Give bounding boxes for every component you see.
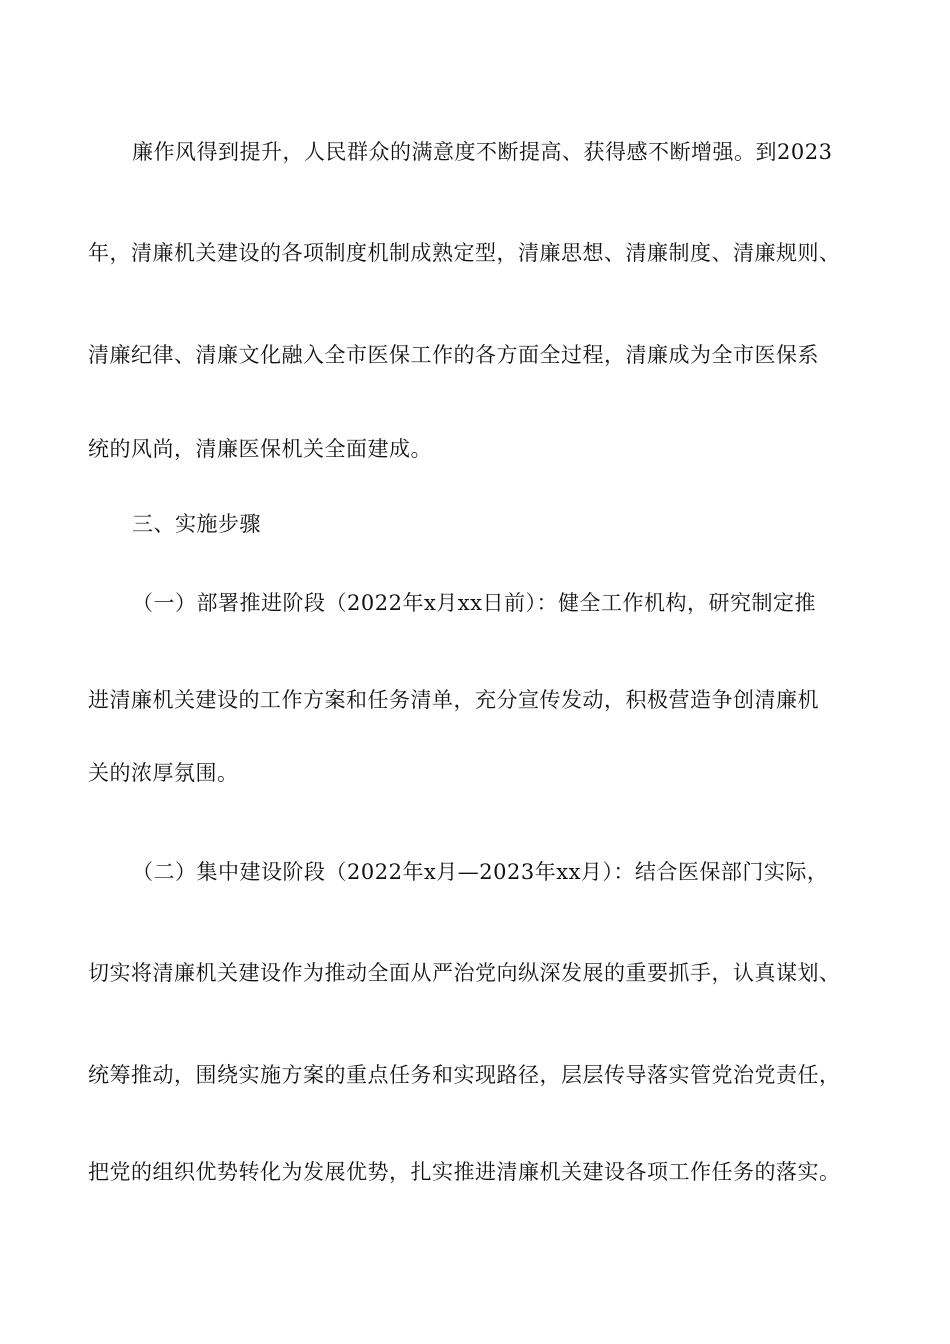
paragraph-line: 进清廉机关建设的工作方案和任务清单，充分宣传发动，积极营造争创清廉机 bbox=[88, 688, 819, 712]
paragraph-line: （二）集中建设阶段（2022年x月—2023年xx月）：结合医保部门实际， bbox=[132, 860, 829, 884]
paragraph-line: 统筹推动，围绕实施方案的重点任务和实现路径，层层传导落实管党治党责任， bbox=[88, 1063, 841, 1087]
paragraph-line: 廉作风得到提升，人民群众的满意度不断提高、获得感不断增强。到2023 bbox=[132, 140, 833, 164]
paragraph-line: 把党的组织优势转化为发展优势，扎实推进清廉机关建设各项工作任务的落实。 bbox=[88, 1160, 841, 1184]
paragraph-line: （一）部署推进阶段（2022年x月xx日前）：健全工作机构，研究制定推 bbox=[132, 591, 816, 615]
paragraph-line: 年，清廉机关建设的各项制度机制成熟定型，清廉思想、清廉制度、清廉规则、 bbox=[88, 241, 841, 265]
paragraph-line: 关的浓厚氛围。 bbox=[88, 761, 239, 785]
section-heading: 三、实施步骤 bbox=[132, 512, 261, 536]
paragraph-line: 统的风尚，清廉医保机关全面建成。 bbox=[88, 437, 432, 461]
paragraph-line: 切实将清廉机关建设作为推动全面从严治党向纵深发展的重要抓手，认真谋划、 bbox=[88, 961, 841, 985]
paragraph-line: 清廉纪律、清廉文化融入全市医保工作的各方面全过程，清廉成为全市医保系 bbox=[88, 343, 819, 367]
